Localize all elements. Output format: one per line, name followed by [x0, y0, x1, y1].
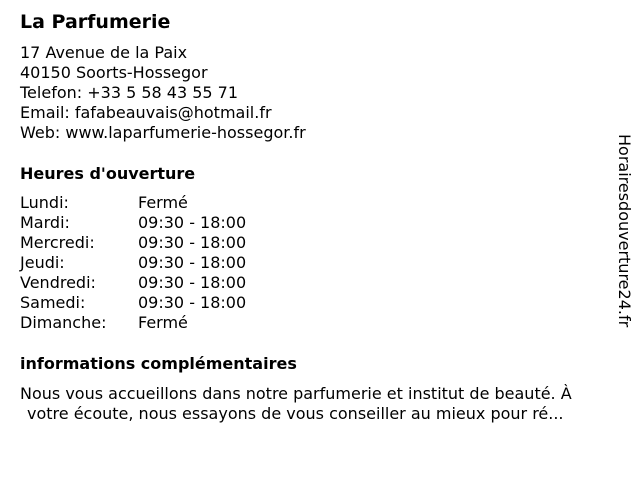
address-street: 17 Avenue de la Paix: [20, 43, 188, 62]
additional-info-heading: informations complémentaires: [20, 354, 297, 373]
phone-number: Telefon: +33 5 58 43 55 71: [20, 83, 239, 102]
hours-time: Fermé: [138, 313, 188, 332]
hours-day: Dimanche:: [20, 313, 107, 332]
hours-time: 09:30 - 18:00: [138, 293, 247, 312]
opening-hours-heading: Heures d'ouverture: [20, 164, 196, 183]
hours-row-dimanche: [20, 313, 246, 333]
hours-time: 09:30 - 18:00: [138, 233, 247, 252]
info-text-line: Nous vous accueillons dans notre parfumerie et institut de beauté. À: [20, 384, 572, 403]
website-address: Web: www.laparfumerie-hossegor.fr: [20, 123, 306, 142]
hours-time: 09:30 - 18:00: [138, 253, 247, 272]
hours-row-mardi: [20, 213, 246, 233]
hours-row-samedi: [20, 293, 246, 313]
site-brand-vertical: Horairesdouverture24.fr: [615, 134, 634, 328]
hours-day: Jeudi:: [20, 253, 65, 272]
contact-details: [20, 43, 306, 143]
additional-info-text: [20, 384, 624, 424]
hours-time: Fermé: [138, 193, 188, 212]
hours-day: Mercredi:: [20, 233, 95, 252]
info-text-line: votre écoute, nous essayons de vous conseiller au mieux pour ré...: [27, 404, 564, 423]
email-address: Email: fafabeauvais@hotmail.fr: [20, 103, 272, 122]
hours-day: Mardi:: [20, 213, 70, 232]
hours-row-jeudi: [20, 253, 246, 273]
hours-row-mercredi: [20, 233, 246, 253]
hours-row-vendredi: [20, 273, 246, 293]
hours-time: 09:30 - 18:00: [138, 273, 247, 292]
hours-time: 09:30 - 18:00: [138, 213, 247, 232]
hours-day: Samedi:: [20, 293, 86, 312]
business-name: La Parfumerie: [20, 11, 171, 33]
address-city: 40150 Soorts-Hossegor: [20, 63, 208, 82]
hours-day: Lundi:: [20, 193, 69, 212]
opening-hours-table: [20, 193, 246, 333]
hours-day: Vendredi:: [20, 273, 96, 292]
hours-row-lundi: [20, 193, 246, 213]
